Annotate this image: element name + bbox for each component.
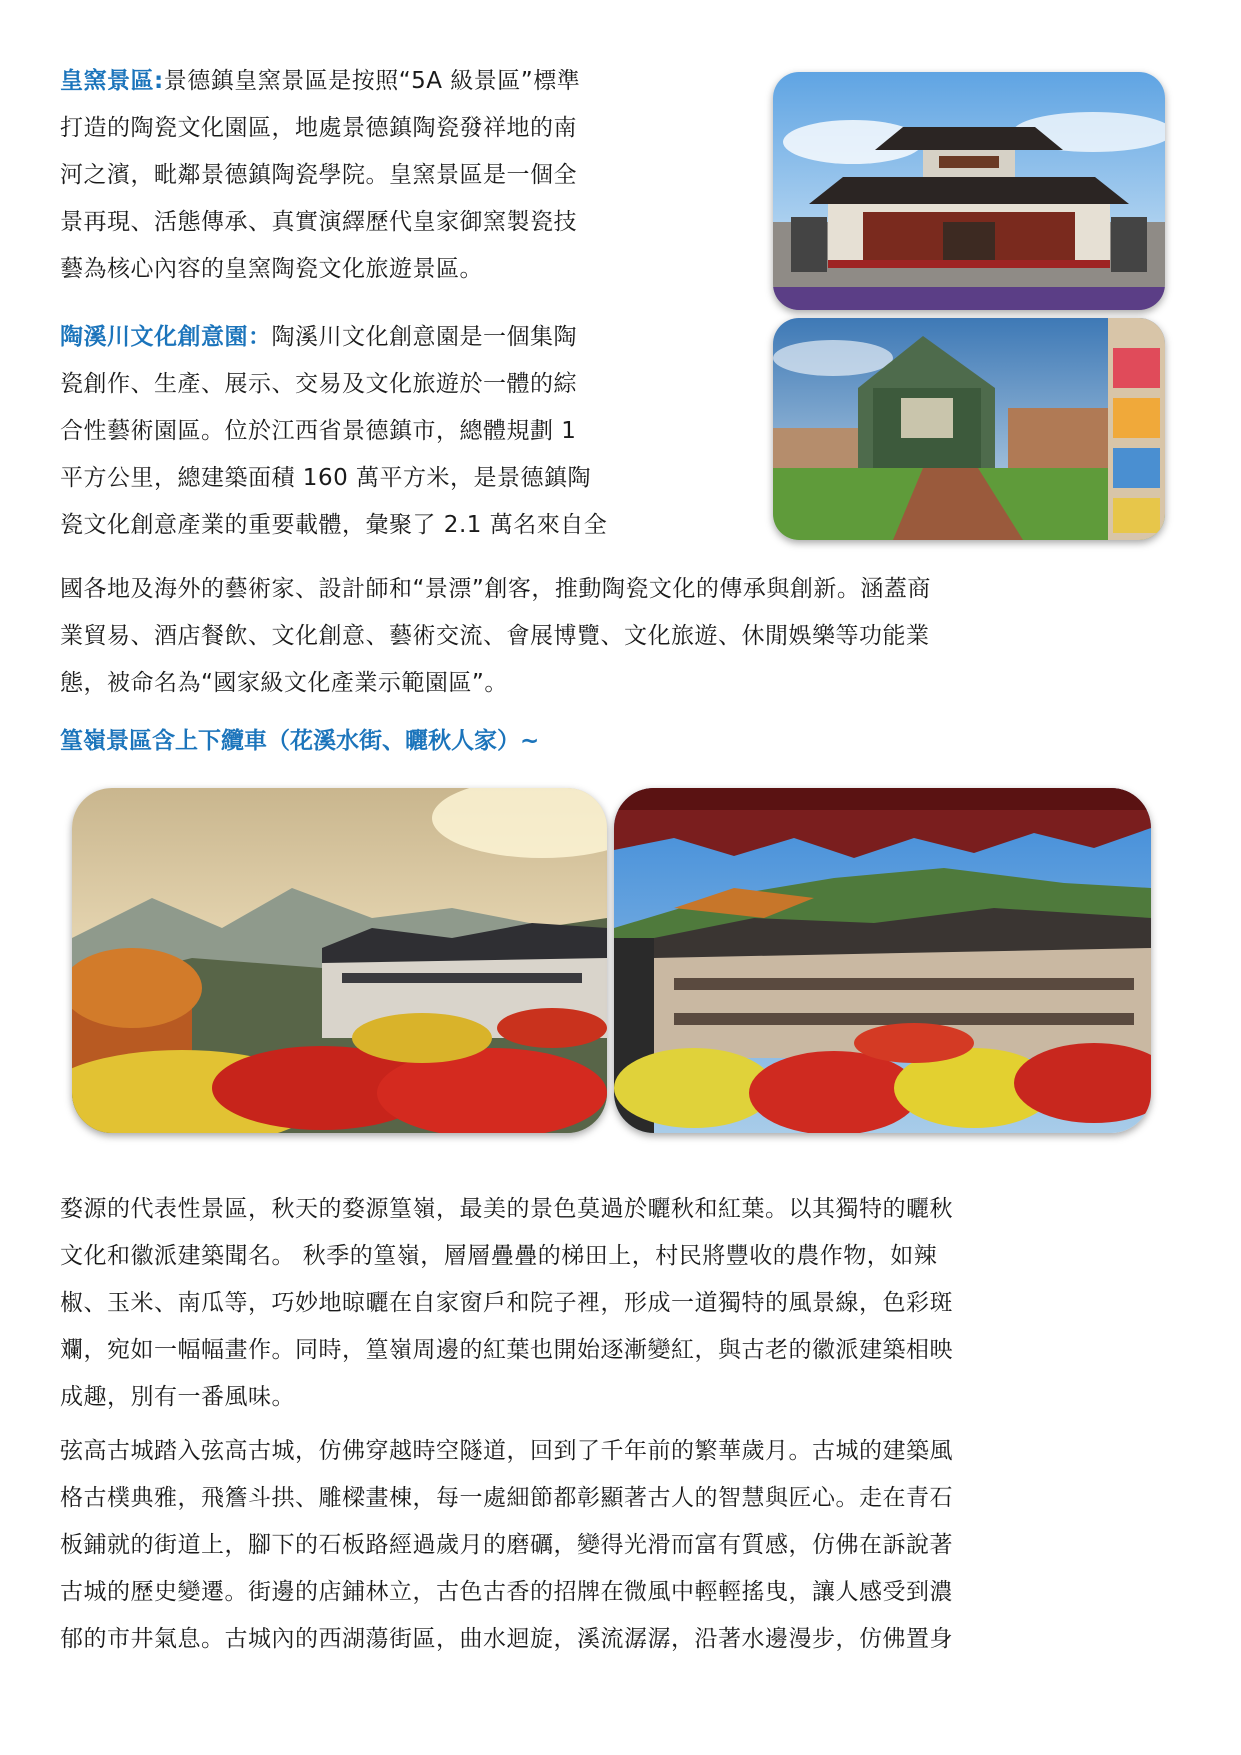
taoxichuan-title: 陶溪川文化創意園： (60, 324, 272, 350)
huangling-line-3: 椒、玉米、南瓜等，巧妙地晾曬在自家窗戶和院子裡，形成一道獨特的風景線，色彩斑 (60, 1290, 953, 1316)
taoxichuan-line-3: 合性藝術園區。位於江西省景德鎮市，總體規劃 1 (60, 418, 577, 444)
taoxichuan-line-4: 平方公里，總建築面積 160 萬平方米，是景德鎮陶 (60, 465, 592, 491)
xiangao-line-3: 板鋪就的街道上，腳下的石板路經過歲月的磨礪，變得光滑而富有質感，仿佛在訴說著 (60, 1532, 953, 1558)
huangling-photo-right (614, 788, 1151, 1133)
taoxichuan-line-5: 瓷文化創意產業的重要載體，彙聚了 2.1 萬名來自全 (60, 512, 608, 538)
kiln-line-4: 景再現、活態傳承、真實演繹歷代皇家御窯製瓷技 (60, 209, 577, 235)
taoxichuan-photo (773, 318, 1165, 540)
xiangao-line-2: 格古樸典雅，飛簷斗拱、雕樑畫棟，每一處細節都彰顯著古人的智慧與匠心。走在青石 (60, 1485, 953, 1511)
taoxichuan-line-8: 態，被命名為“國家級文化產業示範園區”。 (60, 670, 508, 696)
huangling-line-5: 成趣，別有一番風味。 (60, 1384, 295, 1410)
huangling-line-4: 斕，宛如一幅幅畫作。同時，篁嶺周邊的紅葉也開始逐漸變紅，與古老的徽派建築相映 (60, 1337, 953, 1363)
taoxichuan-line-6: 國各地及海外的藝術家、設計師和“景漂”創客，推動陶瓷文化的傳承與創新。涵蓋商 (60, 576, 931, 602)
kiln-title: 皇窯景區: (60, 68, 164, 94)
kiln-line-3: 河之濱，毗鄰景德鎮陶瓷學院。皇窯景區是一個全 (60, 162, 577, 188)
taoxichuan-line-1: 陶溪川文化創意園：陶溪川文化創意園是一個集陶 (60, 324, 577, 350)
huangling-photo-left (72, 788, 607, 1133)
xiangao-line-1: 弦高古城踏入弦高古城，仿佛穿越時空隧道，回到了千年前的繁華歲月。古城的建築風 (60, 1438, 953, 1464)
taoxichuan-line-7: 業貿易、酒店餐飲、文化創意、藝術交流、會展博覽、文化旅遊、休閒娛樂等功能業 (60, 623, 930, 649)
kiln-line-5: 藝為核心內容的皇窯陶瓷文化旅遊景區。 (60, 256, 483, 282)
kiln-line-2: 打造的陶瓷文化園區，地處景德鎮陶瓷發祥地的南 (60, 115, 577, 141)
xiangao-line-4: 古城的歷史變遷。街邊的店鋪林立，古色古香的招牌在微風中輕輕搖曳，讓人感受到濃 (60, 1579, 953, 1605)
huangling-line-1: 婺源的代表性景區，秋天的婺源篁嶺，最美的景色莫過於曬秋和紅葉。以其獨特的曬秋 (60, 1196, 953, 1222)
huangling-heading: 篁嶺景區含上下纜車（花溪水街、曬秋人家）~ (60, 728, 540, 754)
xiangao-line-5: 郁的市井氣息。古城內的西湖蕩街區，曲水迴旋，溪流潺潺，沿著水邊漫步，仿佛置身 (60, 1626, 953, 1652)
taoxichuan-line-2: 瓷創作、生產、展示、交易及文化旅遊於一體的綜 (60, 371, 577, 397)
kiln-line-1: 皇窯景區:景德鎮皇窯景區是按照“5A 級景區”標準 (60, 68, 581, 94)
imperial-kiln-photo (773, 72, 1165, 310)
huangling-line-2: 文化和徽派建築聞名。 秋季的篁嶺，層層疊疊的梯田上，村民將豐收的農作物，如辣 (60, 1243, 938, 1269)
